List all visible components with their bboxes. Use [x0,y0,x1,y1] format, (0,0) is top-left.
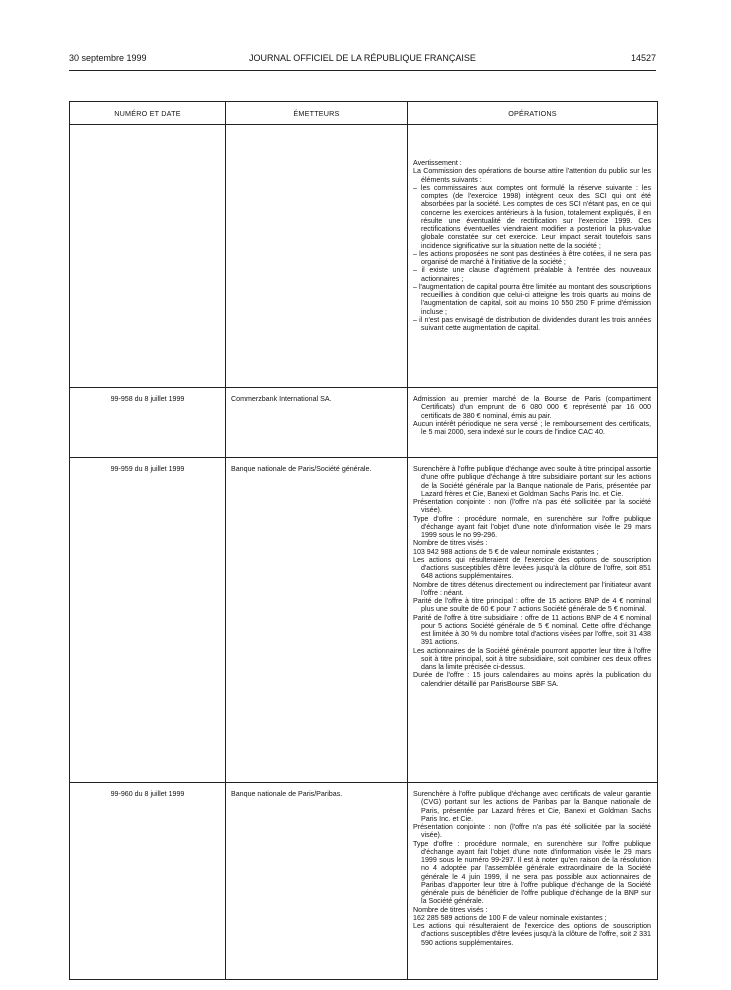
header-date: 30 septembre 1999 [69,53,147,63]
page-header [69,53,656,67]
row-operations [408,388,658,458]
operation-bullet: – il n'est pas envisagé de distribution de dividendes durant les trois années suivant cette augmentation de capital. [413,315,651,332]
table-header-row [70,102,658,125]
row-emetteur: Commerzbank International SA. [226,388,408,458]
operation-paragraph: Aucun intérêt périodique ne sera versé ; le remboursement des certificats, le 5 mai 2000, sera indexé sur le cours de l'indice CAC 40. [413,419,651,436]
operation-paragraph: Avertissement : [413,159,462,167]
operation-bullet: – l'augmentation de capital pourra être limitée au montant des souscriptions recueillies à condition que celui-ci atteigne les trois quarts au moins de l'augmentation de capital, soit au moins 10 550 250 F prime d'émission incluse ; [413,282,651,316]
row-numero: 99-959 du 8 juillet 1999 [70,458,226,783]
operation-paragraph: Nombre de titres visés : [413,905,488,914]
operation-paragraph: Présentation conjointe : non (l'offre n'a pas été sollicitée par la société visée). [413,823,651,840]
operation-paragraph: Présentation conjointe : non (l'offre n'a pas été sollicitée par la société visée). [413,498,651,515]
header-page-number: 14527 [630,53,656,63]
operation-paragraph: Nombre de titres visés : [413,539,488,548]
table-row [70,783,658,980]
table-row [70,388,658,458]
operation-paragraph: Type d'offre : procédure normale, en surenchère sur l'offre publique d'échange ayant fait l'objet d'une note d'information visée le 29 mars 1999 sous le no 99-296. [413,514,651,539]
operation-paragraph: Parité de l'offre à titre subsidiaire : offre de 11 actions BNP de 4 € nominal pour 5 actions Société générale de 5 € nominal. Cette offre d'échange est limitée à 30 % du nombre total d'actions visées par l'offre, soit 31 438 391 actions. [413,613,651,647]
operation-paragraph: Les actions qui résulteraient de l'exercice des options de souscription d'actions susceptibles d'être levées jusqu'à la clôture de l'offre, soit 2 331 590 actions supplémentaires. [413,922,651,947]
operations-table [69,101,658,980]
row-operations [408,125,658,388]
operation-paragraph: Surenchère à l'offre publique d'échange avec certificats de valeur garantie (CVG) portant sur les actions de Paribas par la Banque nationale de Paris, présentée par Lazard frères et Cie, Banexi et Goldman Sachs Paris Inc. et Cie. [413,790,651,823]
header-rule [69,70,656,71]
column-header-numero: NUMÉRO ET DATE [70,102,226,125]
operation-paragraph: Type d'offre : procédure normale, en surenchère sur l'offre publique d'échange ayant fait l'objet d'une note d'information visée le 29 mars 1999 sous le numéro 99-297. Il est à noter qu'en raison de la résolution no 4 adoptée par l'assemblée générale extraordinaire de la Société générale le 4 juin 1999, il ne sera pas possible aux actionnaires de Paribas d'apporter leur titre à l'offre publique d'échange de la Société générale puis de bénéficier de l'offre publique d'échange de la BNP sur la Société générale. [413,839,651,906]
column-header-operations: OPÉRATIONS [408,102,658,125]
operation-bullet: – les commissaires aux comptes ont formulé la réserve suivante : les comptes (de l'exercice 1998) intègrent ceux des SCI qui ont été absorbées par la société. Les comptes de ces SCI n'étant pas, en ce qui concerne les exercices antérieurs à la fusion, totalement expliqués, il en résulte une éventualité de rectification sur l'exercice 1999. Ces rectifications éventuelles viendraient modifier a posteriori la plus-value globale constatée sur cet exercice. Leur impact serait toutefois sans incidence significative sur la situation nette de la société ; [413,183,651,250]
row-emetteur: Banque nationale de Paris/Société générale. [226,458,408,783]
operation-paragraph: Les actionnaires de la Société générale pourront apporter leur titre à l'offre soit à titre principal, soit à titre subsidiaire, soit combiner ces deux offres dans la limite précisée ci-dessus. [413,646,651,671]
operation-paragraph: Les actions qui résulteraient de l'exercice des options de souscription d'actions susceptibles d'être levées jusqu'à la clôture de l'offre, soit 851 648 actions supplémentaires. [413,555,651,581]
row-numero [70,125,226,388]
header-journal-title: JOURNAL OFFICIEL DE LA RÉPUBLIQUE FRANÇAISE [249,53,476,63]
operation-paragraph: Admission au premier marché de la Bourse de Paris (compartiment Certificats) d'un emprunt de 6 080 000 € représenté par 16 000 certificats de 380 € nominal, émis au pair. [413,395,651,420]
row-operations [408,458,658,783]
operation-paragraph: 162 285 589 actions de 100 F de valeur nominale existantes ; [413,913,607,922]
column-header-emetteurs: ÉMETTEURS [226,102,408,125]
row-emetteur: Banque nationale de Paris/Paribas. [226,783,408,980]
operation-bullet: – il existe une clause d'agrément préalable à l'entrée des nouveaux actionnaires ; [413,266,651,283]
operation-paragraph: Nombre de titres détenus directement ou indirectement par l'initiateur avant l'offre : néant. [413,580,651,597]
operation-paragraph: 103 942 988 actions de 5 € de valeur nominale existantes ; [413,547,599,556]
row-numero: 99-958 du 8 juillet 1999 [70,388,226,458]
operation-paragraph: Surenchère à l'offre publique d'échange avec soulte à titre principal assortie d'une offre publique d'échange à titre subsidiaire portant sur les actions de la Société générale par la Banque nationale de Paris, présentée par Lazard frères et Cie, Banexi et Goldman Sachs Paris Inc. et Cie. [413,465,651,498]
row-numero: 99-960 du 8 juillet 1999 [70,783,226,980]
operation-bullet: – les actions proposées ne sont pas destinées à être cotées, il ne sera pas organisé de marché à l'initiative de la société ; [413,249,651,266]
row-operations [408,783,658,980]
operation-paragraph: Parité de l'offre à titre principal : offre de 15 actions BNP de 4 € nominal plus une soulte de 60 € pour 7 actions Société générale de 5 € nominal. [413,597,651,614]
operation-paragraph: Durée de l'offre : 15 jours calendaires au moins après la publication du calendrier détaillé par ParisBourse SBF SA. [413,671,651,688]
operation-paragraph: La Commission des opérations de bourse attire l'attention du public sur les éléments suivants : [413,167,651,184]
table-row [70,125,658,388]
row-emetteur [226,125,408,388]
table-row [70,458,658,783]
